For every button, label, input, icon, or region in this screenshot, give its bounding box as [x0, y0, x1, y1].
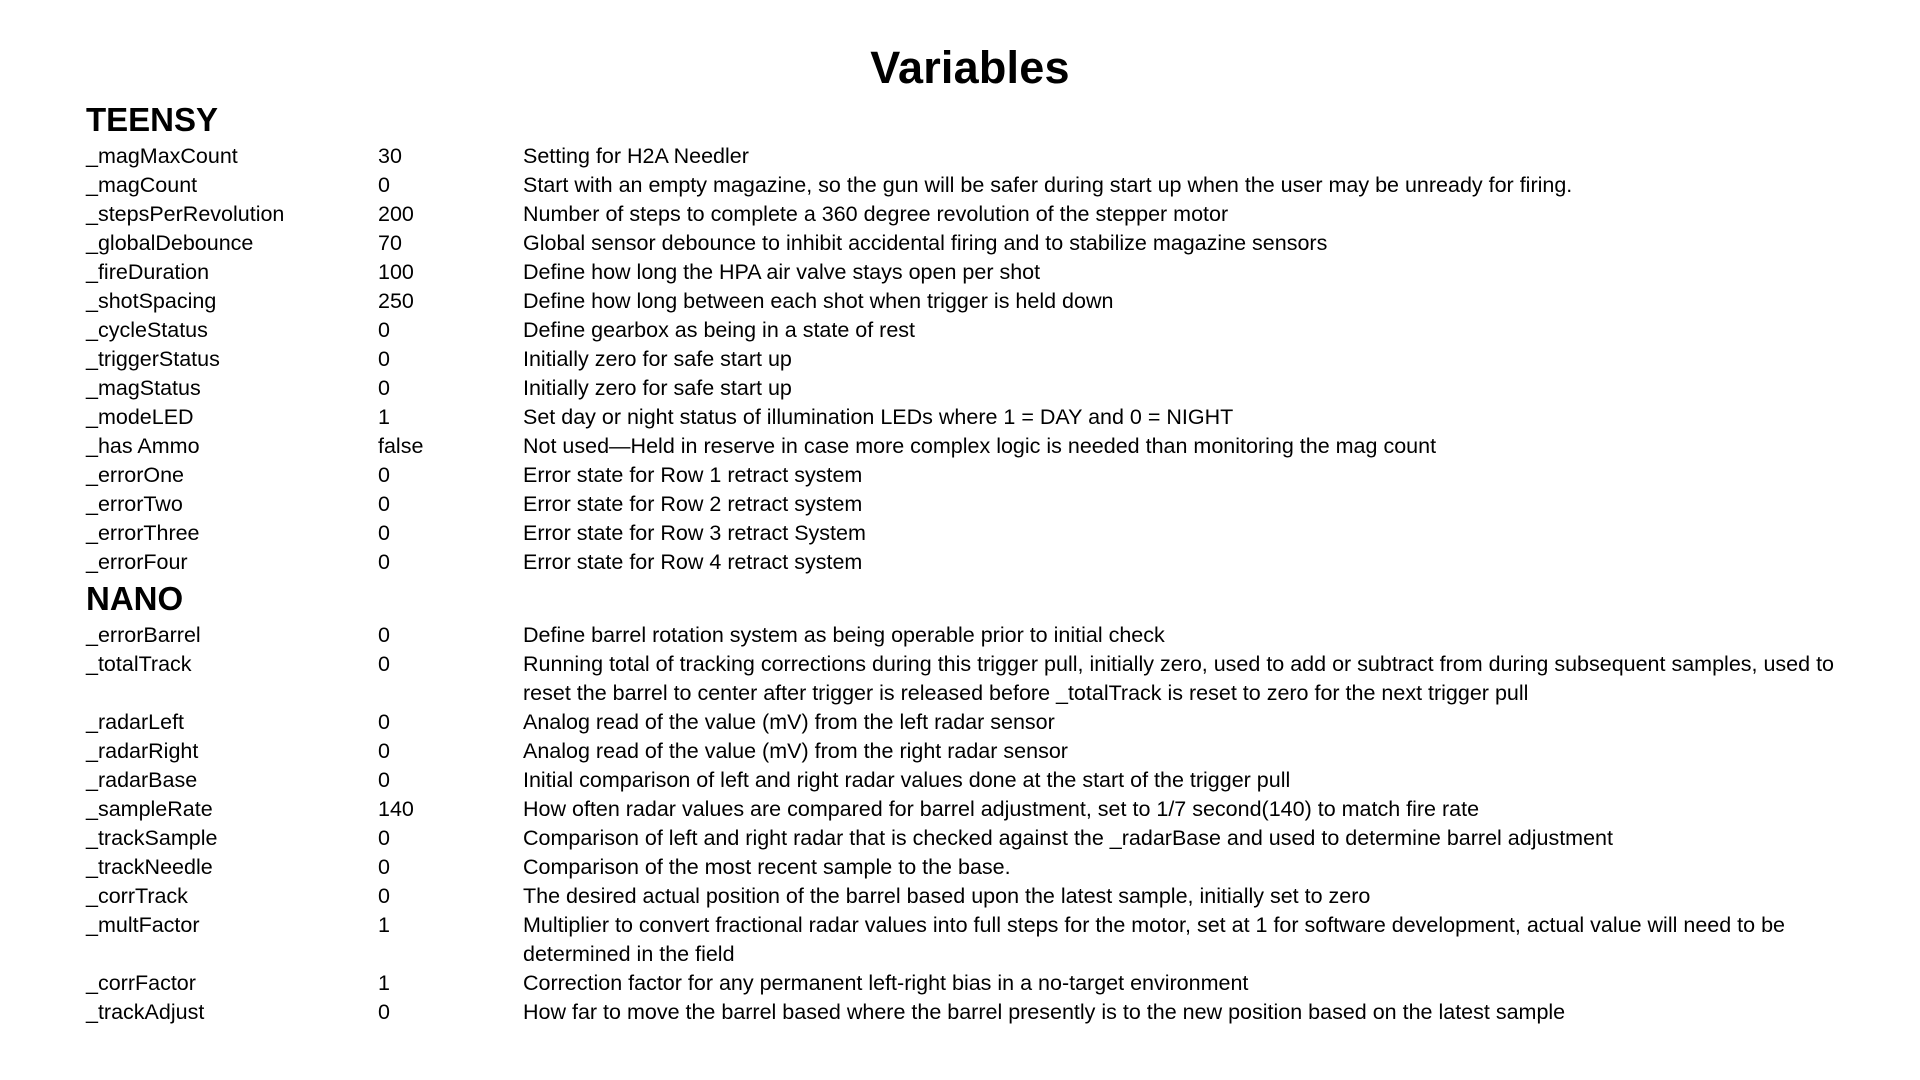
variable-name: _triggerStatus — [86, 347, 220, 371]
variable-name: _corrTrack — [86, 884, 188, 908]
variables-content — [86, 98, 1846, 1027]
variable-name: _trackNeedle — [86, 855, 213, 879]
variable-description: Define barrel rotation system as being operable prior to initial check — [523, 623, 1165, 647]
variable-value: 0 — [378, 463, 390, 487]
variable-name: _errorTwo — [86, 492, 183, 516]
variable-value: 1 — [378, 913, 390, 937]
variable-description: Running total of tracking corrections during this trigger pull, initially zero, used to add or subtract from during subsequent samples, used to reset the barrel to center after trigger is released before _totalTrack is reset to zero for the next trigger pull — [523, 652, 1834, 705]
variable-value: 0 — [378, 768, 390, 792]
variable-description: Number of steps to complete a 360 degree revolution of the stepper motor — [523, 202, 1229, 226]
variable-name: _radarRight — [86, 739, 199, 763]
variable-name: _globalDebounce — [86, 231, 254, 255]
variable-name: _magCount — [86, 173, 198, 197]
variable-description: Comparison of left and right radar that is checked against the _radarBase and used to determine barrel adjustment — [523, 826, 1613, 850]
variable-value: 0 — [378, 652, 390, 676]
variable-row — [86, 316, 1846, 345]
variable-row — [86, 200, 1846, 229]
variable-description: Not used—Held in reserve in case more complex logic is needed than monitoring the mag count — [523, 434, 1437, 458]
variable-name: _errorBarrel — [86, 623, 201, 647]
variable-name: _radarLeft — [86, 710, 185, 734]
variable-name: _has Ammo — [86, 434, 200, 458]
variable-name: _magMaxCount — [86, 144, 238, 168]
variable-row — [86, 650, 1846, 708]
variable-value: 0 — [378, 173, 390, 197]
variable-name: _modeLED — [86, 405, 194, 429]
variable-description: Initially zero for safe start up — [523, 376, 792, 400]
variable-description: Initial comparison of left and right radar values done at the start of the trigger pull — [523, 768, 1291, 792]
variable-row — [86, 374, 1846, 403]
variable-description: Define how long between each shot when trigger is held down — [523, 289, 1114, 313]
variable-name: _trackAdjust — [86, 1000, 205, 1024]
variable-name: _errorThree — [86, 521, 200, 545]
variable-name: _errorFour — [86, 550, 188, 574]
variable-row — [86, 403, 1846, 432]
variable-description: Analog read of the value (mV) from the left radar sensor — [523, 710, 1055, 734]
variable-description: Initially zero for safe start up — [523, 347, 792, 371]
variable-description: How often radar values are compared for barrel adjustment, set to 1/7 second(140) to match fire rate — [523, 797, 1480, 821]
section-nano — [86, 577, 1846, 1027]
variable-name: _corrFactor — [86, 971, 196, 995]
variable-value: 0 — [378, 826, 390, 850]
variable-row — [86, 824, 1846, 853]
variable-name: _sampleRate — [86, 797, 213, 821]
variable-value: 70 — [378, 231, 402, 255]
variable-description: Error state for Row 2 retract system — [523, 492, 863, 516]
variable-name: _cycleStatus — [86, 318, 208, 342]
variable-row — [86, 621, 1846, 650]
variable-description: Define gearbox as being in a state of rest — [523, 318, 916, 342]
variable-value: 0 — [378, 710, 390, 734]
variable-value: 0 — [378, 376, 390, 400]
variable-value: 0 — [378, 884, 390, 908]
variable-name: _magStatus — [86, 376, 201, 400]
variable-row — [86, 969, 1846, 998]
variable-row — [86, 882, 1846, 911]
section-heading: TEENSY — [86, 101, 219, 138]
variable-value: 250 — [378, 289, 414, 313]
variable-value: 0 — [378, 347, 390, 371]
variable-row — [86, 519, 1846, 548]
variable-value: 0 — [378, 492, 390, 516]
variable-value: 0 — [378, 521, 390, 545]
variable-row — [86, 911, 1846, 969]
variable-description: Set day or night status of illumination LEDs where 1 = DAY and 0 = NIGHT — [523, 405, 1234, 429]
variable-value: 0 — [378, 550, 390, 574]
variable-row — [86, 708, 1846, 737]
variable-description: Error state for Row 4 retract system — [523, 550, 863, 574]
variable-description: Multiplier to convert fractional radar values into full steps for the motor, set at 1 for software development, actual value will need to be determined in the field — [523, 913, 1785, 966]
variable-description: Comparison of the most recent sample to the base. — [523, 855, 1011, 879]
variable-description: How far to move the barrel based where the barrel presently is to the new position based on the latest sample — [523, 1000, 1566, 1024]
variable-name: _radarBase — [86, 768, 198, 792]
variable-value: 0 — [378, 623, 390, 647]
variable-description: Error state for Row 3 retract System — [523, 521, 866, 545]
variable-description: Setting for H2A Needler — [523, 144, 749, 168]
variable-row — [86, 998, 1846, 1027]
variable-value: 200 — [378, 202, 414, 226]
variable-row — [86, 490, 1846, 519]
variable-value: 1 — [378, 971, 390, 995]
variable-row — [86, 853, 1846, 882]
variable-row — [86, 548, 1846, 577]
variable-description: Analog read of the value (mV) from the right radar sensor — [523, 739, 1068, 763]
variable-name: _trackSample — [86, 826, 218, 850]
variable-name: _fireDuration — [86, 260, 210, 284]
variable-name: _multFactor — [86, 913, 200, 937]
variable-value: 100 — [378, 260, 414, 284]
variable-value: 0 — [378, 318, 390, 342]
variable-row — [86, 229, 1846, 258]
variable-list — [86, 621, 1846, 1027]
variable-name: _errorOne — [86, 463, 184, 487]
variable-value: 0 — [378, 855, 390, 879]
variable-value: 1 — [378, 405, 390, 429]
variable-row — [86, 171, 1846, 200]
variable-description: The desired actual position of the barrel based upon the latest sample, initially set to zero — [523, 884, 1371, 908]
variable-row — [86, 142, 1846, 171]
variable-value: 0 — [378, 739, 390, 763]
slide-title: Variables — [870, 42, 1070, 93]
variable-description: Define how long the HPA air valve stays open per shot — [523, 260, 1041, 284]
variable-description: Global sensor debounce to inhibit accidental firing and to stabilize magazine sensors — [523, 231, 1328, 255]
variable-description: Error state for Row 1 retract system — [523, 463, 863, 487]
variable-row — [86, 795, 1846, 824]
variable-description: Start with an empty magazine, so the gun will be safer during start up when the user may be unready for firing. — [523, 173, 1573, 197]
variable-row — [86, 432, 1846, 461]
variable-row — [86, 766, 1846, 795]
variable-row — [86, 287, 1846, 316]
variable-name: _totalTrack — [86, 652, 192, 676]
variable-list — [86, 142, 1846, 577]
variable-row — [86, 258, 1846, 287]
variable-row — [86, 345, 1846, 374]
section-teensy — [86, 98, 1846, 577]
section-heading: NANO — [86, 580, 184, 617]
variable-row — [86, 461, 1846, 490]
variable-value: 30 — [378, 144, 402, 168]
variable-value: 140 — [378, 797, 414, 821]
variable-row — [86, 737, 1846, 766]
variable-name: _shotSpacing — [86, 289, 217, 313]
variable-name: _stepsPerRevolution — [86, 202, 285, 226]
variable-value: 0 — [378, 1000, 390, 1024]
variable-value: false — [378, 434, 424, 458]
variable-description: Correction factor for any permanent left-right bias in a no-target environment — [523, 971, 1249, 995]
